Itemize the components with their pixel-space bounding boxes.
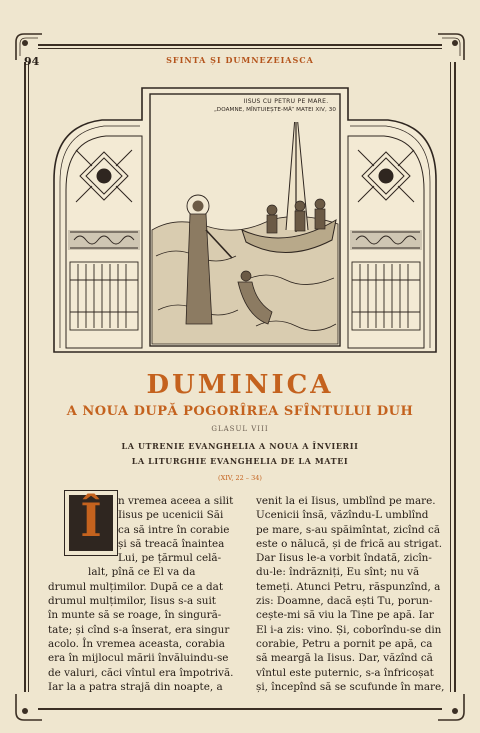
running-title: SFINTA ȘI DUMNEZEIASCA [166, 55, 314, 65]
text-line: să meargă la Iisus. Dar, văzînd că [256, 652, 433, 665]
text-line: Iisus pe ucenicii Săi [118, 509, 224, 522]
text-line: drumul mulțimilor, Iisus s-a suit [48, 595, 216, 608]
icon-caption-line-2: „DOAMNE, MÎNTUIEȘTE-MĂ” MATEI XIV, 30 [213, 107, 337, 113]
text-line: zis: Doamne, dacă ești Tu, porun- [256, 595, 433, 608]
text-line: acolo. În vremea aceasta, corabia [48, 637, 225, 650]
page-subtitle: A NOUA DUPĂ POGORÎREA SFÎNTULUI DUH [66, 404, 414, 419]
tone-label: GLASUL VIII [211, 425, 269, 433]
text-line: și să treacă înaintea [118, 537, 225, 550]
page-title: DUMINICA [146, 370, 334, 400]
text-line: este o nălucă, și de frică au strigat. [256, 537, 443, 550]
text-line: ca să intre în corabie [118, 523, 230, 536]
text-line: pe mare, s-au spăimîntat, zicînd că [256, 523, 441, 536]
frame-bottom-line [38, 708, 442, 710]
scripture-reference: (XIV, 22 – 34) [218, 474, 262, 482]
body-column-right [256, 494, 452, 694]
text-line: Ucenicii însă, văzîndu-L umblînd [256, 509, 429, 522]
text-line: și, începînd să se scufunde în mare, [256, 680, 445, 693]
frame-top-line-inner [38, 48, 442, 49]
body-column-left [48, 494, 246, 694]
text-line: du-le: îndrăzniți, Eu sînt; nu vă [256, 566, 420, 579]
text-line: vîntul este puternic, s-a înfricoșat [256, 666, 434, 679]
icon-caption-line-1: IISUS CU PETRU PE MARE. [243, 98, 329, 105]
text-line: drumul mulțimilor. După ce a dat [48, 580, 223, 593]
text-line: cește-mi să viu la Tine pe apă. Iar [256, 609, 434, 622]
page-number: 94 [24, 55, 40, 68]
text-line: de valuri, căci vîntul era împotrivă. [48, 666, 234, 679]
text-line: lalt, pînă ce El va da [88, 566, 196, 579]
text-line: era în mijlocul mării învăluindu-se [48, 652, 229, 665]
text-line: Iar la a patra strajă din noapte, a [48, 680, 223, 693]
drop-cap-letter: Î [80, 493, 102, 547]
liturgy-gospel-line: LA LITURGHIE EVANGHELIA DE LA MATEI [131, 456, 349, 466]
text-line: n vremea aceea a silit [118, 495, 234, 507]
matins-gospel-line: LA UTRENIE EVANGHELIA A NOUA A ÎNVIERII [121, 441, 359, 451]
text-line: în munte să se roage, în singură- [48, 609, 222, 622]
text-line: Lui, pe țărmul celă- [118, 552, 222, 565]
text-line: temeți. Atunci Petru, răspunzînd, a [256, 580, 441, 593]
text-line: Dar Iisus le-a vorbit îndată, zicîn- [256, 552, 432, 565]
corner-ornament-bottom-left [12, 690, 46, 724]
frame-top-line [38, 44, 442, 46]
icon-illustration [46, 80, 444, 355]
text-line: corabie, Petru a pornit pe apă, ca [256, 637, 433, 650]
corner-ornament-bottom-right [434, 690, 468, 724]
text-line: El i-a zis: vino. Și, coborîndu-se din [256, 623, 442, 636]
text-line: venit la ei Iisus, umblînd pe mare. [256, 495, 436, 507]
text-line: tate; și cînd s-a înserat, era singur [48, 623, 230, 636]
